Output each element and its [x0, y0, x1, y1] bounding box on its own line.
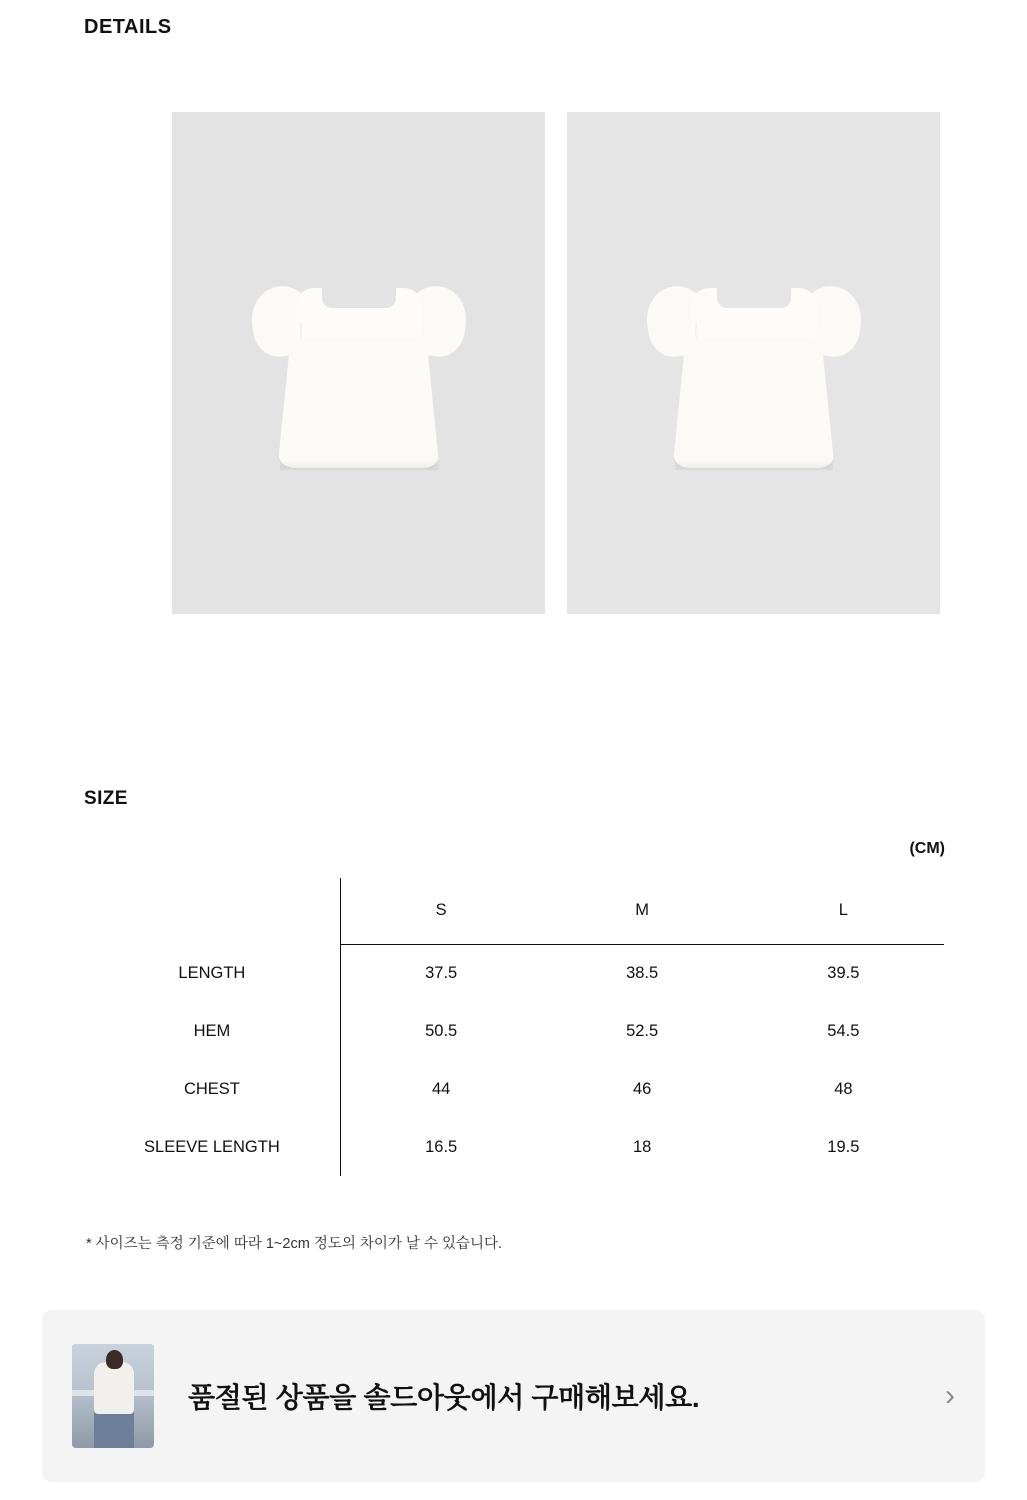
- size-table: [84, 878, 944, 1176]
- blouse-illustration-back: [639, 260, 869, 470]
- blouse-neckline: [717, 286, 791, 308]
- blouse-gathers: [695, 322, 813, 338]
- size-col-l: L: [743, 878, 944, 944]
- size-row-label-sleeve-length: SLEEVE LENGTH: [84, 1118, 340, 1176]
- size-cell-sleeve-m: 18: [632, 1137, 652, 1156]
- size-unit-label: (CM): [909, 840, 945, 857]
- product-photo-back[interactable]: [567, 112, 940, 614]
- size-cell-chest-l: 48: [834, 1079, 853, 1098]
- blouse-gathers: [300, 322, 418, 338]
- size-cell-hem-m: 52.5: [626, 1021, 659, 1040]
- size-table-head: [84, 878, 944, 944]
- table-row: [84, 1002, 944, 1060]
- size-cell-chest-s: 44: [431, 1079, 451, 1098]
- banner-thumbnail: [72, 1344, 154, 1448]
- size-heading: SIZE: [84, 788, 128, 809]
- table-row: [84, 1060, 944, 1118]
- table-row: [84, 1118, 944, 1176]
- size-cell-sleeve-l: 19.5: [827, 1137, 860, 1156]
- size-table-wrapper: [84, 878, 944, 1176]
- details-heading: DETAILS: [84, 16, 172, 38]
- chevron-right-icon[interactable]: ›: [945, 1379, 955, 1412]
- table-row: [84, 944, 944, 1002]
- banner-text: 품절된 상품을 솔드아웃에서 구매해보세요.: [188, 1382, 700, 1413]
- size-cell-hem-l: 54.5: [827, 1021, 860, 1040]
- thumbnail-jeans: [94, 1410, 134, 1448]
- size-table-corner: [84, 878, 340, 944]
- size-row-label-hem: HEM: [84, 1002, 340, 1060]
- size-row-label-chest: CHEST: [84, 1060, 340, 1118]
- thumbnail-model-head: [106, 1350, 123, 1369]
- size-cell-chest-m: 46: [632, 1079, 652, 1098]
- size-cell-length-m: 38.5: [626, 963, 659, 982]
- blouse-neckline: [322, 286, 396, 308]
- size-cell-length-l: 39.5: [827, 963, 860, 982]
- product-photo-front[interactable]: [172, 112, 545, 614]
- size-cell-hem-s: 50.5: [425, 1021, 458, 1040]
- size-table-body: [84, 944, 944, 1176]
- size-col-m: M: [542, 878, 743, 944]
- size-measurement-note: * 사이즈는 측정 기준에 따라 1~2cm 정도의 차이가 날 수 있습니다.: [86, 1236, 503, 1252]
- product-detail-photos: [172, 112, 940, 614]
- size-table-header-row: [84, 878, 944, 944]
- size-cell-sleeve-s: 16.5: [425, 1137, 458, 1156]
- size-col-s: S: [340, 878, 541, 944]
- blouse-hem-shadow: [675, 460, 833, 470]
- soldout-promo-banner[interactable]: [42, 1310, 985, 1482]
- blouse-hem-shadow: [280, 460, 438, 470]
- size-cell-length-s: 37.5: [425, 963, 458, 982]
- blouse-illustration-front: [244, 260, 474, 470]
- size-row-label-length: LENGTH: [84, 944, 340, 1002]
- thumbnail-top: [94, 1362, 134, 1414]
